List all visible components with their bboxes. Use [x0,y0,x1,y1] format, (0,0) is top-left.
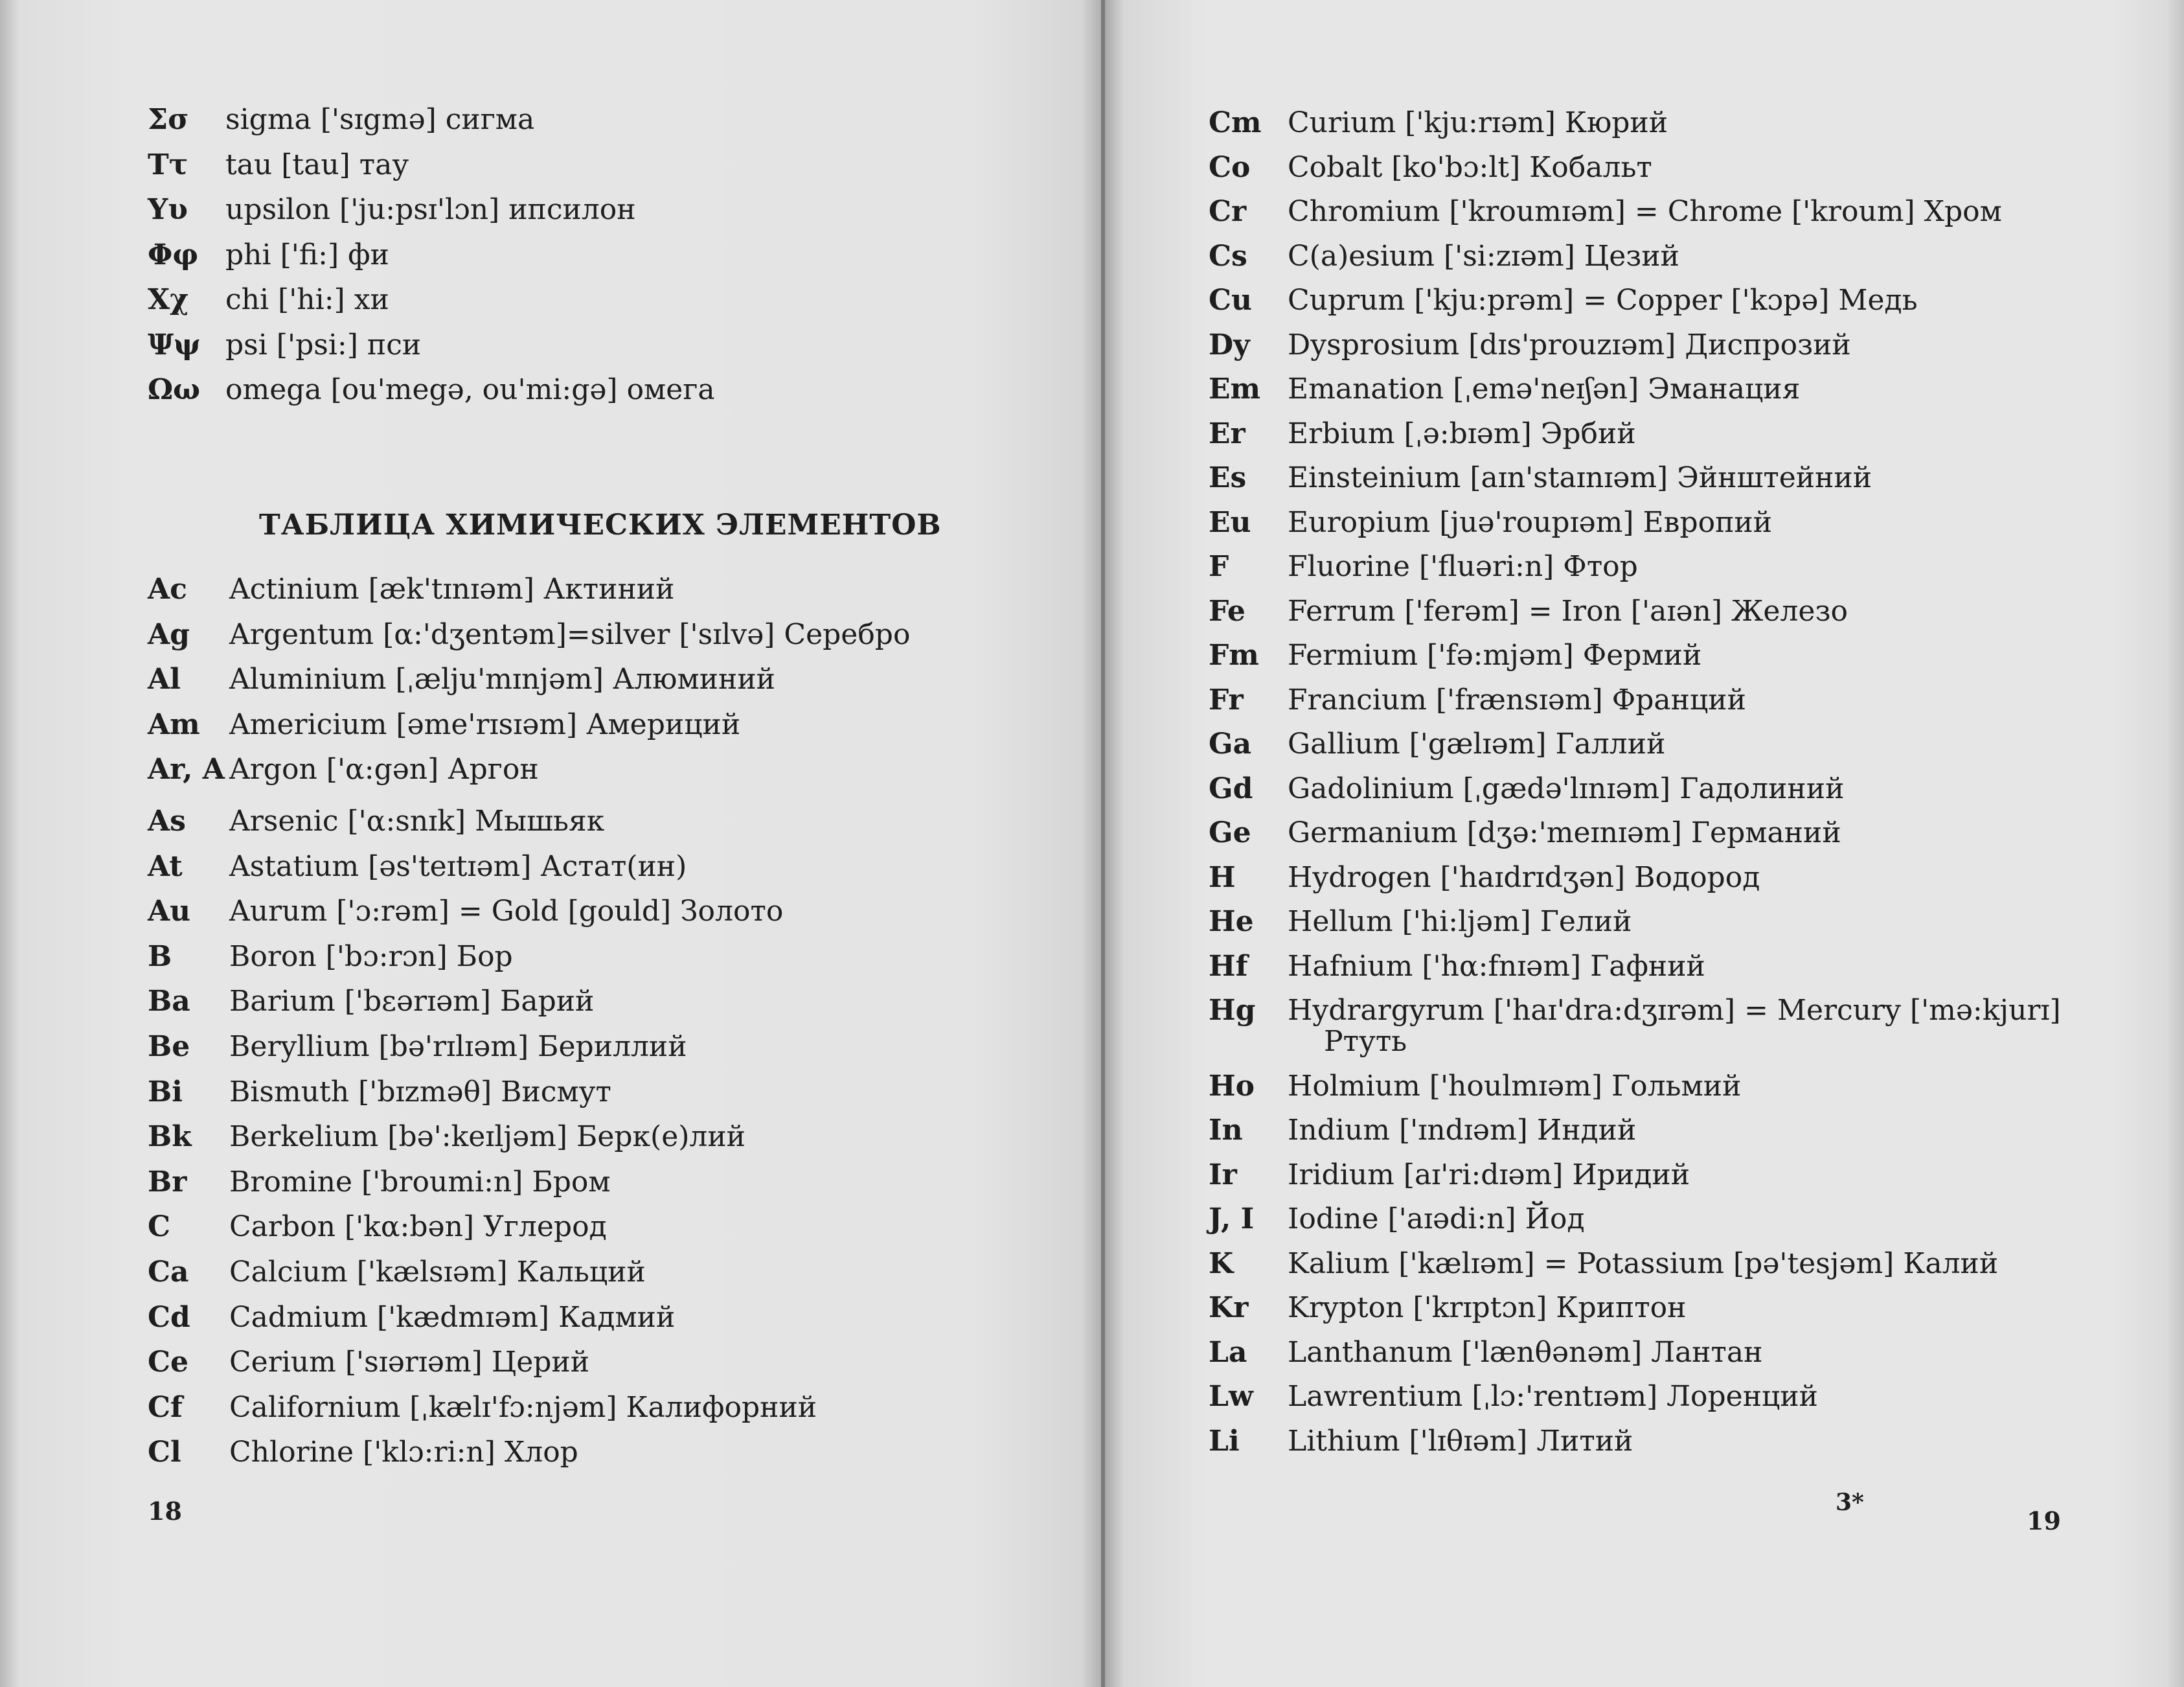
element-symbol: Ac [148,573,187,606]
element-symbol: Ωω [148,373,201,406]
element-symbol: Eu [1209,505,1251,539]
element-symbol: Li [1209,1424,1240,1458]
element-symbol: Cs [1209,239,1247,273]
entry-text: Lawrentium [ˌlɔ:'rentɪəm] Лоренций [1288,1380,1818,1413]
element-symbol: Cl [148,1436,181,1469]
entry-text: Cuprum ['kju:prəm] = Copper ['kɔpə] Медь [1288,284,1918,317]
element-symbol: C [148,1210,171,1244]
entry-text: Barium ['bɛərɪəm] Барий [229,985,595,1018]
element-symbol: Ca [148,1256,189,1289]
entry-text: Bismuth ['bɪzməθ] Висмут [229,1075,611,1108]
element-symbol: Cd [148,1300,190,1334]
element-symbol: Am [148,707,200,741]
element-symbol: Em [1209,373,1261,406]
element-symbol: Cf [148,1390,183,1424]
entry-text: Ferrum ['ferəm] = Iron ['aɪən] Железо [1288,594,1848,628]
entry-text: Argon ['α:gən] Аргон [229,753,539,786]
element-symbol: Cu [1209,284,1253,317]
element-symbol: Es [1209,461,1247,494]
element-symbol: He [1209,905,1254,938]
element-symbol: Kr [1209,1291,1249,1324]
element-symbol: Υυ [148,193,188,226]
element-symbol: Bi [148,1075,183,1108]
entry-text: Curium ['kju:rɪəm] Кюрий [1288,106,1668,139]
element-symbol: Be [148,1030,190,1063]
element-symbol: K [1209,1246,1234,1280]
entry-text: Germanium [dʒə:'meɪnɪəm] Германий [1288,816,1841,849]
entry-text: psi ['psi:] пси [225,328,422,362]
element-symbol: Ba [148,985,190,1018]
entry-text: Astatium [əs'teɪtɪəm] Астат(ин) [229,849,687,883]
entry-text: Hydrogen ['haɪdrɪdʒən] Водород [1288,860,1760,894]
entry-text: Francium ['frænsɪəm] Франций [1288,683,1746,717]
entry-text: Indium ['ɪndɪəm] Индий [1288,1114,1637,1147]
entry-text: Gadolinium [ˌgædə'lɪnɪəm] Гадолиний [1288,772,1845,805]
entry-text: Lithium ['lɪθɪəm] Литий [1288,1424,1633,1458]
element-symbol: In [1209,1114,1243,1147]
element-symbol: Fr [1209,683,1244,717]
entry-text: Actinium [æk'tɪnɪəm] Актиний [229,573,675,606]
entry-text: Arsenic ['α:snɪk] Мышьяк [229,805,605,838]
entry-text: chi ['hi:] хи [225,283,389,316]
element-symbol: Co [1209,150,1251,184]
entry-text: Californium [ˌkælɪ'fɔ:njəm] Калифорний [229,1390,817,1424]
entry-text: Chromium ['kroumɪəm] = Chrome ['kroum] Хром [1288,195,2002,228]
entry-text: Krypton ['krɪptɔn] Криптон [1288,1291,1687,1324]
element-symbol: Hg [1209,994,1256,1027]
entry-text: Holmium ['houlmɪəm] Гольмий [1288,1069,1742,1103]
entry-text: Kalium ['kælɪəm] = Potassium [pə'tesjəm] Калий [1288,1246,1999,1280]
element-symbol: Al [148,663,181,696]
entry-text: Aurum ['ɔ:rəm] = Gold [gould] Золото [229,895,784,928]
entry-text: Carbon ['kα:bən] Углерод [229,1210,607,1244]
entry-text: upsilon ['ju:psɪ'lɔn] ипсилон [225,193,636,226]
entry-text: Chlorine ['klɔ:ri:n] Хлор [229,1436,578,1469]
element-symbol: Hf [1209,949,1248,983]
element-symbol: As [148,805,186,838]
element-symbol: Ag [148,617,190,651]
entry-text: Hydrargyrum ['haɪ'dra:dʒɪrəm] = Mercury ['mə:kjurɪ] [1288,994,2061,1027]
entry-text: Fermium ['fə:mjəm] Фермий [1288,639,1702,672]
entry-text: sigma ['sɪgmə] сигма [225,103,535,136]
element-symbol: Ce [148,1346,189,1379]
entry-text: Fluorine ['fluəri:n] Фтор [1288,550,1638,583]
element-symbol: Fe [1209,594,1246,628]
element-symbol: Ψψ [148,328,201,362]
element-symbol: Lw [1209,1380,1253,1413]
element-symbol: Ge [1209,816,1251,849]
element-symbol: Ττ [148,148,188,181]
entry-text: Cadmium ['kædmɪəm] Кадмий [229,1300,676,1334]
page-number-left: 18 [148,1497,182,1526]
entry-text: Cerium ['sɪərɪəm] Церий [229,1346,590,1379]
entry-text: C(a)esium ['si:zɪəm] Цезий [1288,239,1679,273]
entry-text: omega [ou'megə, ou'mi:gə] омега [225,373,715,406]
right-page [1105,0,2184,1687]
element-symbol: At [148,849,183,883]
element-symbol: J, I [1209,1202,1255,1235]
entry-text: Hellum ['hi:ljəm] Гелий [1288,905,1632,938]
element-symbol: Ar, A [148,753,225,786]
entry-text: Iridium [aɪ'ri:dɪəm] Иридий [1288,1158,1690,1191]
element-symbol: Χχ [148,283,189,316]
section-heading: ТАБЛИЦА ХИМИЧЕСКИХ ЭЛЕМЕНТОВ [259,509,942,542]
entry-text: Boron ['bɔ:rɔn] Бор [229,939,513,973]
element-symbol: Bk [148,1120,192,1154]
entry-text: Aluminium [ˌælju'mɪnjəm] Алюминий [229,663,776,696]
element-symbol: Σσ [148,103,189,136]
entry-text: Berkelium [bə':keɪljəm] Берк(е)лий [229,1120,746,1154]
element-symbol: Φφ [148,238,199,271]
element-symbol: Er [1209,417,1246,450]
entry-text: Europium [juə'roupɪəm] Европий [1288,505,1773,539]
element-symbol: Fm [1209,639,1259,672]
element-symbol: H [1209,860,1236,894]
entry-text: Argentum [α:'dʒentəm]=silver ['sɪlvə] Серебро [229,617,911,651]
entry-text: Bromine ['broumi:n] Бром [229,1165,611,1199]
entry-text: Cobalt [ko'bɔ:lt] Кобальт [1288,150,1652,184]
page-number-right: 19 [2027,1506,2061,1535]
entry-text: Beryllium [bə'rɪlɪəm] Бериллий [229,1030,687,1063]
entry-text: Calcium ['kælsɪəm] Кальций [229,1256,646,1289]
element-symbol: Dy [1209,328,1250,362]
element-symbol: B [148,939,172,973]
entry-text: Gallium ['gælɪəm] Галлий [1288,728,1666,761]
entry-text: Lanthanum ['lænθənəm] Лантан [1288,1335,1763,1369]
entry-continuation: Ртуть [1324,1025,1407,1058]
entry-text: Emanation [ˌemə'neɪʃən] Эманация [1288,373,1801,406]
entry-text: Dysprosium [dɪs'prouzɪəm] Диспрозий [1288,328,1851,362]
entry-text: tau [tau] тау [225,148,409,181]
entry-text: Einsteinium [aɪn'staɪnɪəm] Эйнштейний [1288,461,1872,494]
element-symbol: Gd [1209,772,1253,805]
entry-text: Erbium [ˌə:bɪəm] Эрбий [1288,417,1636,450]
element-symbol: Ga [1209,728,1252,761]
signature-mark: 3* [1836,1489,1864,1516]
entry-text: phi ['fi:] фи [225,238,389,271]
element-symbol: Au [148,895,191,928]
entry-text: Hafnium ['hα:fnɪəm] Гафний [1288,949,1705,983]
element-symbol: Cr [1209,195,1247,228]
entry-text: Americium [əme'rɪsɪəm] Америций [229,707,741,741]
element-symbol: Ir [1209,1158,1237,1191]
element-symbol: F [1209,550,1229,583]
element-symbol: Cm [1209,106,1262,139]
element-symbol: Ho [1209,1069,1255,1103]
element-symbol: Br [148,1165,187,1199]
element-symbol: La [1209,1335,1247,1369]
entry-text: Iodine ['aɪədi:n] Йод [1288,1202,1585,1235]
